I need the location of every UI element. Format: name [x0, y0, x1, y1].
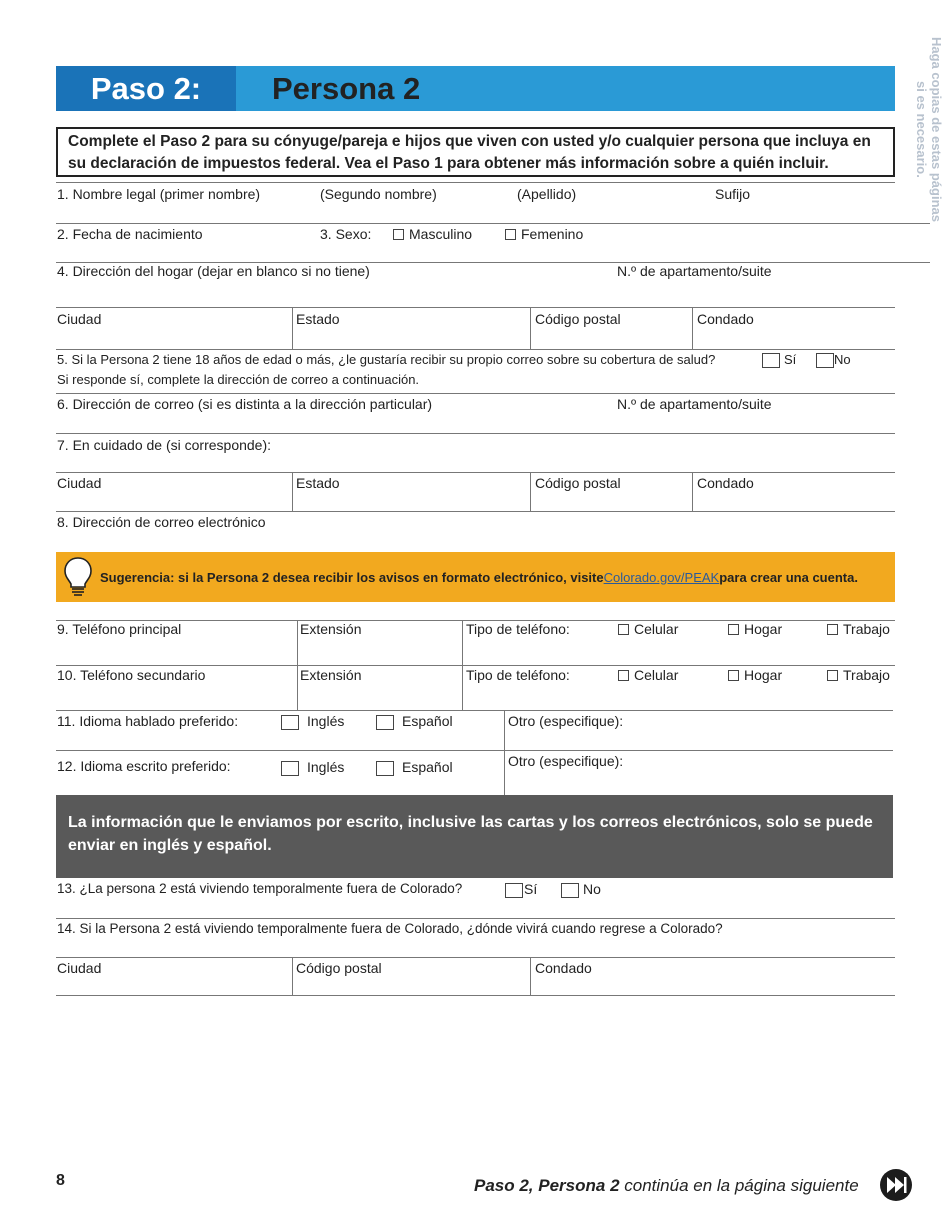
secondary-cell-checkbox[interactable]: [618, 670, 629, 681]
secondary-work-option[interactable]: Trabajo: [827, 667, 890, 683]
spoken-english-option[interactable]: Inglés: [281, 713, 344, 730]
person-title: Persona 2: [236, 66, 895, 111]
q14-text: 14. Si la Persona 2 está viviendo temporalmente fuera de Colorado, ¿dónde vivirá cuando regrese a Colorado?: [57, 921, 723, 936]
q13-no-checkbox[interactable]: [561, 883, 579, 898]
primary-extension-field[interactable]: Extensión: [300, 621, 362, 637]
page-number: 8: [56, 1172, 65, 1189]
home-apt-field[interactable]: N.º de apartamento/suite: [617, 263, 772, 279]
spoken-language-label: 11. Idioma hablado preferido:: [57, 713, 239, 729]
return-county-field[interactable]: Condado: [535, 960, 592, 976]
q13-yes-checkbox[interactable]: [505, 883, 523, 898]
male-checkbox[interactable]: [393, 229, 404, 240]
tip-banner: Sugerencia: si la Persona 2 desea recibir los avisos en formato electrónico, visite Colorado.gov/PEAK para crear una cuenta.: [56, 552, 895, 602]
home-city-field[interactable]: Ciudad: [57, 311, 102, 327]
q5-yes-option[interactable]: Sí: [762, 352, 796, 368]
birth-date-field[interactable]: 2. Fecha de nacimiento: [57, 226, 203, 242]
legal-name-field[interactable]: 1. Nombre legal (primer nombre): [57, 186, 261, 202]
spoken-spanish-option[interactable]: Español: [376, 713, 453, 730]
written-spanish-option[interactable]: Español: [376, 759, 453, 776]
peak-link[interactable]: Colorado.gov/PEAK: [603, 569, 720, 585]
primary-home-option[interactable]: Hogar: [728, 621, 782, 637]
secondary-phone-field[interactable]: 10. Teléfono secundario: [57, 667, 206, 683]
mailing-apt-field[interactable]: N.º de apartamento/suite: [617, 396, 772, 412]
q5-text: 5. Si la Persona 2 tiene 18 años de edad o más, ¿le gustaría recibir su propio correo sobre su cobertura de salud?: [57, 352, 716, 367]
primary-work-option[interactable]: Trabajo: [827, 621, 890, 637]
mailing-city-field[interactable]: Ciudad: [57, 475, 102, 491]
written-english-checkbox[interactable]: [281, 761, 299, 776]
middle-name-field[interactable]: (Segundo nombre): [320, 186, 437, 202]
continue-note: Paso 2, Persona 2 continúa en la página siguiente: [474, 1176, 859, 1195]
written-other-field[interactable]: Otro (especifique):: [508, 753, 624, 769]
spoken-spanish-checkbox[interactable]: [376, 715, 394, 730]
sex-female-option[interactable]: Femenino: [505, 226, 583, 242]
primary-cell-option[interactable]: Celular: [618, 621, 678, 637]
secondary-home-checkbox[interactable]: [728, 670, 739, 681]
q5-subtext: Si responde sí, complete la dirección de correo a continuación.: [57, 372, 420, 387]
side-note: Haga copias de estas páginas si es necesario.: [914, 36, 944, 222]
suffix-field[interactable]: Sufijo: [715, 186, 751, 202]
q5-no-option[interactable]: No: [816, 352, 851, 368]
secondary-extension-field[interactable]: Extensión: [300, 667, 362, 683]
mailing-address-field[interactable]: 6. Dirección de correo (si es distinta a la dirección particular): [57, 396, 433, 412]
language-info-banner: La información que le enviamos por escrito, inclusive las cartas y los correos electrónicos, solo se puede enviar en inglés y español.: [56, 795, 893, 878]
secondary-phone-type-label: Tipo de teléfono:: [466, 667, 570, 683]
step-label: Paso 2:: [56, 66, 236, 111]
return-zip-field[interactable]: Código postal: [296, 960, 382, 976]
last-name-field[interactable]: (Apellido): [517, 186, 577, 202]
home-state-field[interactable]: Estado: [296, 311, 340, 327]
email-field[interactable]: 8. Dirección de correo electrónico: [57, 514, 266, 530]
q13-no-option[interactable]: No: [561, 881, 601, 898]
q13-text: 13. ¿La persona 2 está viviendo temporalmente fuera de Colorado?: [57, 881, 463, 896]
primary-home-checkbox[interactable]: [728, 624, 739, 635]
primary-phone-field[interactable]: 9. Teléfono principal: [57, 621, 182, 637]
home-zip-field[interactable]: Código postal: [535, 311, 621, 327]
lightbulb-icon: [56, 552, 100, 602]
secondary-cell-option[interactable]: Celular: [618, 667, 678, 683]
spoken-english-checkbox[interactable]: [281, 715, 299, 730]
sex-male-option[interactable]: Masculino: [393, 226, 472, 242]
instructions-box: Complete el Paso 2 para su cónyuge/pareja e hijos que viven con usted y/o cualquier persona que incluya en su declaración de impuestos federal. Vea el Paso 1 para obtener más información sobre a quién incluir.: [56, 127, 895, 177]
spoken-other-field[interactable]: Otro (especifique):: [508, 713, 624, 729]
primary-work-checkbox[interactable]: [827, 624, 838, 635]
written-language-label: 12. Idioma escrito preferido:: [57, 758, 231, 774]
mailing-zip-field[interactable]: Código postal: [535, 475, 621, 491]
q5-yes-checkbox[interactable]: [762, 353, 780, 368]
written-english-option[interactable]: Inglés: [281, 759, 344, 776]
primary-cell-checkbox[interactable]: [618, 624, 629, 635]
q13-yes-option[interactable]: Sí: [505, 881, 537, 898]
primary-phone-type-label: Tipo de teléfono:: [466, 621, 570, 637]
q5-no-checkbox[interactable]: [816, 353, 834, 368]
home-address-field[interactable]: 4. Dirección del hogar (dejar en blanco si no tiene): [57, 263, 370, 279]
fast-forward-icon: [879, 1168, 913, 1202]
return-city-field[interactable]: Ciudad: [57, 960, 102, 976]
care-of-field[interactable]: 7. En cuidado de (si corresponde):: [57, 437, 272, 453]
home-county-field[interactable]: Condado: [697, 311, 754, 327]
secondary-work-checkbox[interactable]: [827, 670, 838, 681]
written-spanish-checkbox[interactable]: [376, 761, 394, 776]
sex-label: 3. Sexo:: [320, 226, 372, 242]
secondary-home-option[interactable]: Hogar: [728, 667, 782, 683]
mailing-county-field[interactable]: Condado: [697, 475, 754, 491]
mailing-state-field[interactable]: Estado: [296, 475, 340, 491]
female-checkbox[interactable]: [505, 229, 516, 240]
